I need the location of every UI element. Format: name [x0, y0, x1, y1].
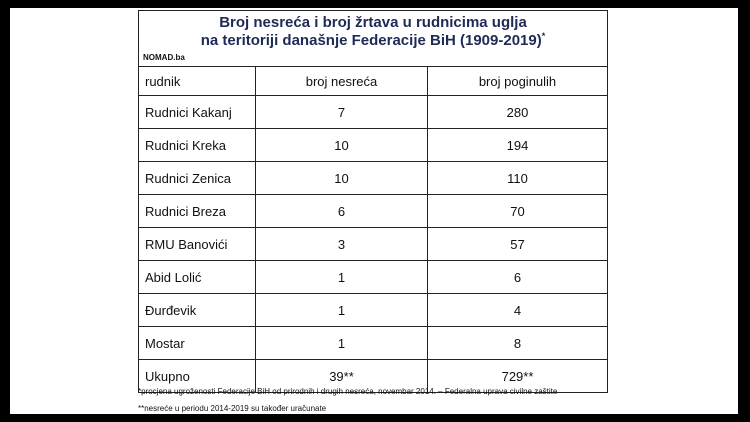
- cell-total-label: Ukupno: [139, 360, 256, 393]
- cell-deaths: 70: [428, 195, 608, 228]
- cell-deaths: 6: [428, 261, 608, 294]
- title-line-1: Broj nesreća i broj žrtava u rudnicima uglja: [219, 14, 527, 31]
- cell-accidents: 1: [256, 327, 428, 360]
- table-row: [139, 162, 608, 195]
- table-row: [139, 195, 608, 228]
- title-line-2-text: na teritoriji današnje Federacije BiH (1909-2019): [200, 32, 542, 49]
- footnotes: [138, 387, 698, 421]
- source-label: NOMAD.ba: [143, 53, 185, 62]
- table-row: [139, 228, 608, 261]
- cell-accidents: 6: [256, 195, 428, 228]
- header-broj-poginulih: broj poginulih: [428, 67, 608, 96]
- table-row: [139, 327, 608, 360]
- cell-mine: Rudnici Breza: [139, 195, 256, 228]
- table-header-row: [139, 67, 608, 96]
- title-footnote-marker: *: [541, 31, 546, 41]
- footnote-1: *procjena ugroženosti Federacije BiH od prirodnih i drugih nesreća, novembar 2014. – Federalna uprava civilne zaštite: [138, 387, 558, 396]
- table-row: [139, 261, 608, 294]
- cell-mine: Rudnici Zenica: [139, 162, 256, 195]
- cell-accidents: 10: [256, 129, 428, 162]
- data-table: [138, 66, 608, 393]
- cell-mine: Rudnici Kakanj: [139, 96, 256, 129]
- cell-accidents: 10: [256, 162, 428, 195]
- footnote-2: **nesreće u periodu 2014-2019 su također uračunate: [138, 404, 327, 413]
- cell-mine: Abid Lolić: [139, 261, 256, 294]
- cell-mine: Đurđevik: [139, 294, 256, 327]
- cell-deaths: 110: [428, 162, 608, 195]
- cell-deaths: 4: [428, 294, 608, 327]
- cell-accidents: 7: [256, 96, 428, 129]
- table-row: [139, 294, 608, 327]
- cell-mine: Mostar: [139, 327, 256, 360]
- mining-accidents-table-sheet: [138, 10, 608, 382]
- cell-deaths: 57: [428, 228, 608, 261]
- header-rudnik: rudnik: [139, 67, 256, 96]
- header-broj-nesreca: broj nesreća: [256, 67, 428, 96]
- table-row: [139, 129, 608, 162]
- table-row: [139, 96, 608, 129]
- cell-mine: Rudnici Kreka: [139, 129, 256, 162]
- cell-accidents: 1: [256, 261, 428, 294]
- cell-mine: RMU Banovići: [139, 228, 256, 261]
- cell-accidents: 1: [256, 294, 428, 327]
- cell-deaths: 8: [428, 327, 608, 360]
- title-box: [138, 10, 608, 66]
- cell-total-accidents: 39**: [256, 360, 428, 393]
- cell-total-deaths: 729**: [428, 360, 608, 393]
- cell-accidents: 3: [256, 228, 428, 261]
- title-line-2: [139, 32, 607, 50]
- cell-deaths: 280: [428, 96, 608, 129]
- cell-deaths: 194: [428, 129, 608, 162]
